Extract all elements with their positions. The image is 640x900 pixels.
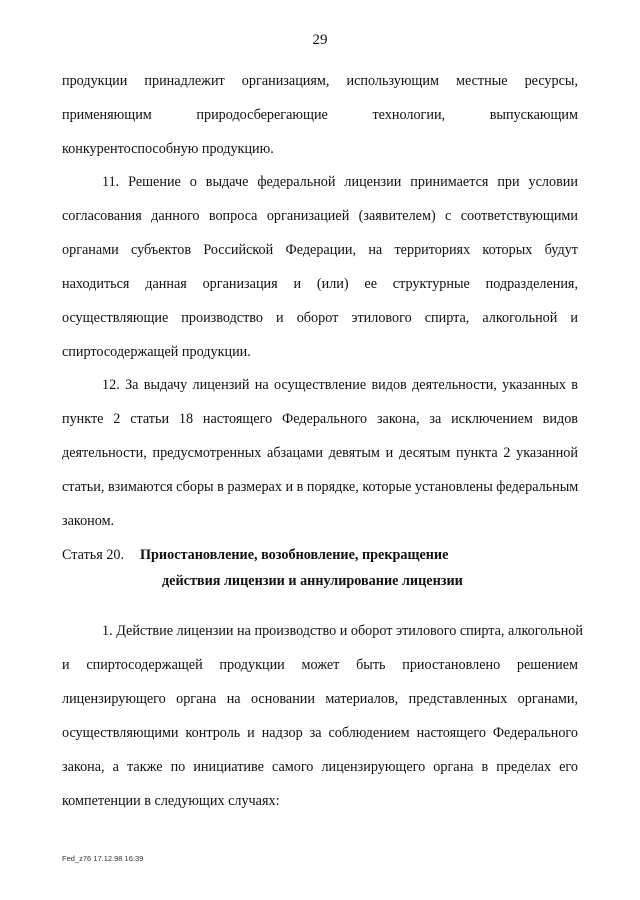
text-line: законом. [62,513,115,529]
text-line: применяющим природосберегающие технологии, выпускающим [62,107,578,123]
text-line: осуществляющие производство и оборот этилового спирта, алкогольной и [62,310,578,326]
text-line: органами субъектов Российской Федерации, на территориях которых будут [62,242,578,258]
text-line: находиться данная организация и (или) ее структурные подразделения, [62,276,578,292]
article-label: Статья 20. [62,547,125,563]
text-line: лицензирующего органа на основании материалов, представленных органами, [62,691,578,707]
footer-stamp: Fed_z76 17.12.98 16:39 [62,854,144,863]
text-line: осуществляющими контроль и надзор за соблюдением настоящего Федерального [62,725,578,741]
page-number: 29 [312,32,328,48]
text-line: 11. Решение о выдаче федеральной лицензии принимается при условии [102,174,578,190]
text-line: закона, а также по инициативе самого лицензирующего органа в пределах его [62,759,578,775]
text-line: статьи, взимаются сборы в размерах и в порядке, которые установлены федеральным [62,479,579,495]
text-line: 12. За выдачу лицензий на осуществление видов деятельности, указанных в [102,377,578,393]
text-line: и спиртосодержащей продукции может быть приостановлено решением [62,657,578,673]
text-line: пункте 2 статьи 18 настоящего Федерального закона, за исключением видов [62,411,578,427]
text-line: спиртосодержащей продукции. [62,344,251,360]
text-line: конкурентоспособную продукцию. [62,141,274,157]
text-line: деятельности, предусмотренных абзацами девятым и десятым пункта 2 указанной [62,445,578,461]
text-line: согласования данного вопроса организацией (заявителем) с соответствующими [62,208,578,224]
text-line: продукции принадлежит организациям, использующим местные ресурсы, [62,73,578,89]
text-line: 1. Действие лицензии на производство и оборот этилового спирта, алкогольной [102,623,583,639]
article-title: Приостановление, возобновление, прекращение [140,547,449,563]
article-title-line2: действия лицензии и аннулирование лицензии [162,573,463,589]
text-line: компетенции в следующих случаях: [62,793,280,809]
